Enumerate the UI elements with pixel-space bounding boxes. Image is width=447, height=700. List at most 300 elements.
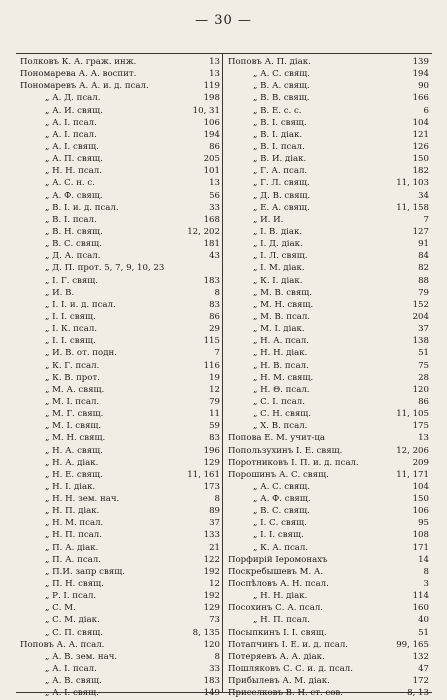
index-entry bbox=[16, 554, 222, 566]
entry-pages: 183 bbox=[203, 676, 220, 687]
entry-pages: 11, 161 bbox=[187, 469, 220, 480]
entry-pages: 120 bbox=[203, 639, 220, 650]
index-entry bbox=[16, 505, 222, 517]
entry-name: „ В. И. дiак. bbox=[253, 154, 307, 165]
index-entry bbox=[224, 214, 431, 226]
index-entry bbox=[224, 360, 431, 372]
index-entry bbox=[16, 602, 222, 614]
index-entry bbox=[16, 408, 222, 420]
index-entry bbox=[224, 651, 431, 663]
entry-pages: 56 bbox=[209, 190, 220, 201]
entry-name: „ Н. Н. псал. bbox=[45, 166, 102, 177]
index-entry bbox=[224, 639, 431, 651]
entry-pages: 8, 13 bbox=[407, 688, 429, 699]
entry-pages: 28 bbox=[418, 372, 429, 383]
index-entry bbox=[224, 614, 431, 626]
entry-name: „ М. Н. свящ. bbox=[45, 433, 106, 444]
entry-name: „ М. Н. свящ. bbox=[253, 299, 314, 310]
entry-pages: 12 bbox=[209, 384, 220, 395]
entry-pages: 129 bbox=[203, 457, 220, 468]
entry-pages: 59 bbox=[209, 421, 220, 432]
entry-name: „ Е. А. свящ. bbox=[253, 202, 310, 213]
entry-pages: 196 bbox=[203, 445, 220, 456]
entry-name: Попользухинъ I. Е. свящ. bbox=[228, 445, 343, 456]
entry-pages: 182 bbox=[412, 166, 429, 177]
entry-pages: 8, 135 bbox=[192, 627, 220, 638]
entry-name: „ К. В. прот. bbox=[45, 372, 100, 383]
entry-pages: 95 bbox=[418, 518, 429, 529]
index-entry bbox=[16, 56, 222, 68]
entry-pages: 11, 171 bbox=[396, 469, 429, 480]
entry-name: „ I. М. дiак. bbox=[253, 263, 305, 274]
entry-name: „ В. I. псал. bbox=[253, 141, 305, 152]
index-entry bbox=[224, 493, 431, 505]
index-entry bbox=[224, 469, 431, 481]
index-entry bbox=[224, 384, 431, 396]
index-entry bbox=[224, 311, 431, 323]
entry-name: „ I. Г. свящ. bbox=[45, 275, 98, 286]
index-entry bbox=[16, 372, 222, 384]
index-entry bbox=[16, 335, 222, 347]
entry-name: „ М. В. свящ. bbox=[253, 287, 313, 298]
entry-name: „ Н. Н. дiак. bbox=[253, 591, 308, 602]
entry-pages: 129 bbox=[203, 603, 220, 614]
entry-pages: 40 bbox=[418, 615, 429, 626]
index-entry bbox=[16, 542, 222, 554]
index-entry bbox=[16, 396, 222, 408]
entry-pages: 101 bbox=[203, 166, 220, 177]
entry-name: „ В. I. свящ. bbox=[253, 117, 307, 128]
index-entry bbox=[224, 92, 431, 104]
entry-pages: 127 bbox=[412, 226, 429, 237]
index-entry bbox=[224, 554, 431, 566]
index-entry bbox=[16, 190, 222, 202]
index-entry bbox=[16, 445, 222, 457]
entry-pages: 37 bbox=[418, 324, 429, 335]
index-entry bbox=[224, 202, 431, 214]
entry-pages: 11, 158 bbox=[396, 202, 429, 213]
index-entry bbox=[224, 226, 431, 238]
index-entry bbox=[16, 469, 222, 481]
entry-pages: 12, 206 bbox=[396, 445, 429, 456]
entry-name: Поповъ А. П. дiак. bbox=[228, 57, 311, 67]
entry-name: „ А. С. свящ. bbox=[253, 69, 310, 80]
entry-pages: 7 bbox=[214, 348, 220, 359]
entry-name: Прибылевъ А. М. дiак. bbox=[228, 676, 330, 687]
entry-name: „ В. Н. свящ. bbox=[45, 226, 103, 237]
entry-name: „ Н. А. псал. bbox=[253, 336, 309, 347]
entry-name: „ С. П. свящ. bbox=[45, 627, 103, 638]
entry-pages: 83 bbox=[209, 433, 220, 444]
entry-name: „ А. I. псал. bbox=[45, 129, 97, 140]
index-entry bbox=[16, 360, 222, 372]
index-entry bbox=[224, 80, 431, 92]
index-entry bbox=[16, 675, 222, 687]
index-entry bbox=[224, 68, 431, 80]
index-entry bbox=[224, 153, 431, 165]
entry-pages: 150 bbox=[412, 154, 429, 165]
entry-pages: 106 bbox=[203, 117, 220, 128]
entry-name: „ Н. Н. дiак. bbox=[253, 348, 308, 359]
entry-name: Поспѣловъ А. Н. псал. bbox=[228, 579, 329, 590]
entry-pages: 13 bbox=[209, 69, 220, 80]
entry-pages: 6 bbox=[423, 105, 429, 116]
index-entry bbox=[16, 141, 222, 153]
entry-name: „ В. С. свящ. bbox=[253, 506, 310, 517]
entry-name: „ С. Н. свящ. bbox=[253, 409, 311, 420]
index-entry bbox=[224, 372, 431, 384]
entry-name: „ А. С. свящ. bbox=[253, 481, 310, 492]
entry-pages: 149 bbox=[203, 688, 220, 699]
entry-pages: 29 bbox=[209, 324, 220, 335]
entry-pages: 194 bbox=[412, 69, 429, 80]
index-entry bbox=[16, 238, 222, 250]
entry-name: „ И. В. от. подн. bbox=[45, 348, 117, 359]
entry-name: „ Н. П. псал. bbox=[45, 530, 102, 541]
entry-name: „ I. I. свящ. bbox=[45, 311, 96, 322]
entry-name: „ И. И. bbox=[253, 214, 284, 225]
entry-name: „ П.И. запр свящ. bbox=[45, 566, 125, 577]
entry-pages: 194 bbox=[203, 129, 220, 140]
index-entry bbox=[224, 590, 431, 602]
entry-pages: 152 bbox=[412, 299, 429, 310]
entry-name: „ М. Г. свящ. bbox=[45, 409, 104, 420]
entry-pages: 138 bbox=[412, 336, 429, 347]
entry-pages: 14 bbox=[418, 554, 429, 565]
index-entry bbox=[224, 566, 431, 578]
index-entry bbox=[16, 517, 222, 529]
entry-pages: 79 bbox=[418, 287, 429, 298]
entry-name: „ Н. М. псал. bbox=[45, 518, 104, 529]
entry-pages: 33 bbox=[209, 202, 220, 213]
entry-pages: 90 bbox=[418, 81, 429, 92]
entry-name: „ I. I. свящ. bbox=[253, 530, 304, 541]
index-entry bbox=[16, 287, 222, 299]
entry-pages: 8 bbox=[214, 494, 220, 505]
index-entry bbox=[16, 651, 222, 663]
entry-pages: 34 bbox=[418, 190, 429, 201]
entry-pages: 83 bbox=[209, 299, 220, 310]
entry-pages: 108 bbox=[412, 530, 429, 541]
left-column bbox=[16, 54, 223, 699]
entry-name: „ Н. Θ. псал. bbox=[253, 384, 310, 395]
entry-pages: 12 bbox=[209, 579, 220, 590]
index-entry bbox=[16, 68, 222, 80]
index-entry bbox=[224, 408, 431, 420]
entry-pages: 171 bbox=[412, 542, 429, 553]
entry-name: „ Д. А. псал. bbox=[45, 251, 101, 262]
entry-pages: 168 bbox=[203, 214, 220, 225]
entry-name: „ А. В. свящ. bbox=[45, 676, 102, 687]
index-entry bbox=[224, 457, 431, 469]
entry-name: Пономарева А. А. воспит. bbox=[20, 69, 137, 80]
entry-name: „ I. Л. свящ. bbox=[253, 251, 308, 262]
entry-name: Поротниковъ I. П. и. д. псал. bbox=[228, 457, 359, 468]
entry-name: „ А. Ф. свящ. bbox=[45, 190, 103, 201]
index-entry bbox=[16, 347, 222, 359]
index-entry bbox=[224, 129, 431, 141]
entry-pages: 8 bbox=[423, 566, 429, 577]
page-number: — 30 — bbox=[195, 13, 252, 28]
entry-name: „ Г. Л. свящ. bbox=[253, 178, 310, 189]
entry-pages: 172 bbox=[412, 676, 429, 687]
index-entry bbox=[16, 177, 222, 189]
entry-name: „ I. Д. дiак. bbox=[253, 239, 303, 250]
entry-name: Потеряевъ А. А. дiак. bbox=[228, 651, 325, 662]
entry-pages: 126 bbox=[412, 141, 429, 152]
entry-pages: 84 bbox=[418, 251, 429, 262]
right-column bbox=[224, 54, 431, 699]
index-entry bbox=[224, 238, 431, 250]
entry-pages: 104 bbox=[412, 481, 429, 492]
entry-pages: 183 bbox=[203, 275, 220, 286]
entry-name: Потапчинъ I. Е. и. д. псал. bbox=[228, 639, 349, 650]
index-entry bbox=[224, 335, 431, 347]
index-entry bbox=[16, 250, 222, 262]
entry-name: „ А. Д. псал. bbox=[45, 93, 101, 104]
entry-name: „ А. И. свящ. bbox=[45, 105, 103, 116]
entry-name: „ А. С. н. с. bbox=[45, 178, 95, 189]
entry-name: „ А. В. зем. нач. bbox=[45, 651, 118, 662]
index-entry bbox=[224, 529, 431, 541]
entry-name: Посохинъ С. А. псал. bbox=[228, 603, 324, 614]
index-entry bbox=[16, 226, 222, 238]
index-entry bbox=[224, 105, 431, 117]
index-entry bbox=[224, 299, 431, 311]
index-entry bbox=[16, 614, 222, 626]
entry-pages: 192 bbox=[203, 591, 220, 602]
entry-pages: 205 bbox=[203, 154, 220, 165]
entry-pages: 86 bbox=[209, 311, 220, 322]
entry-pages: 209 bbox=[412, 457, 429, 468]
index-entry bbox=[16, 457, 222, 469]
index-entry bbox=[224, 347, 431, 359]
index-entry bbox=[224, 578, 431, 590]
index-entry bbox=[16, 639, 222, 651]
entry-pages: 120 bbox=[412, 384, 429, 395]
entry-pages: 8 bbox=[214, 651, 220, 662]
entry-pages: 192 bbox=[203, 566, 220, 577]
index-entry bbox=[16, 566, 222, 578]
entry-name: „ П. А. псал. bbox=[45, 554, 101, 565]
entry-name: „ М. В. псал. bbox=[253, 311, 311, 322]
entry-name: „ I. I. и. д. псал. bbox=[45, 299, 116, 310]
entry-name: „ В. I. дiак. bbox=[253, 129, 303, 140]
index-entry bbox=[16, 299, 222, 311]
entry-pages: 12, 202 bbox=[187, 226, 220, 237]
entry-pages: 86 bbox=[209, 141, 220, 152]
entry-name: „ В. I. и. д. псал. bbox=[45, 202, 119, 213]
entry-pages: 21 bbox=[209, 542, 220, 553]
entry-name: Пономаревъ А. А. и. д. псал. bbox=[20, 81, 149, 92]
index-entry bbox=[16, 105, 222, 117]
entry-name: „ Н. П. псал. bbox=[253, 615, 310, 626]
entry-name: Поскребышевъ М. А. bbox=[228, 566, 324, 577]
entry-pages: 106 bbox=[412, 506, 429, 517]
entry-pages: 133 bbox=[203, 530, 220, 541]
index-entry bbox=[16, 663, 222, 675]
entry-name: „ Д. В. свящ. bbox=[253, 190, 311, 201]
index-entry bbox=[224, 190, 431, 202]
entry-name: „ И. В. bbox=[45, 287, 75, 298]
entry-pages: 132 bbox=[412, 651, 429, 662]
index-entry bbox=[16, 214, 222, 226]
index-entry bbox=[16, 202, 222, 214]
entry-name: „ П. Н. свящ. bbox=[45, 579, 104, 590]
entry-name: „ Н. А. дiак. bbox=[45, 457, 99, 468]
index-entry bbox=[16, 153, 222, 165]
entry-name: „ К. Г. псал. bbox=[45, 360, 100, 371]
index-entry bbox=[16, 578, 222, 590]
index-entry bbox=[16, 529, 222, 541]
entry-name: Порфирiй Iеромонахъ bbox=[228, 554, 328, 565]
entry-pages: 43 bbox=[209, 251, 220, 262]
index-entry bbox=[224, 117, 431, 129]
index-entry bbox=[16, 165, 222, 177]
entry-pages: 114 bbox=[412, 591, 429, 602]
index-entry bbox=[224, 432, 431, 444]
index-entry bbox=[16, 432, 222, 444]
entry-name: Порошинъ А. С. свящ. bbox=[228, 469, 329, 480]
entry-name: Посыпкинъ I. I. свящ. bbox=[228, 627, 327, 638]
entry-name: Поповъ А. А. псал. bbox=[20, 639, 105, 650]
entry-name: „ Н. Н. зем. нач. bbox=[45, 494, 120, 505]
index-entry bbox=[224, 445, 431, 457]
entry-name: „ Н. Е. свящ. bbox=[45, 469, 103, 480]
index-entry bbox=[224, 323, 431, 335]
index-entry bbox=[16, 262, 222, 274]
index-entry bbox=[16, 275, 222, 287]
entry-name: „ В. В. свящ. bbox=[253, 93, 310, 104]
entry-name: „ К. А. псал. bbox=[253, 542, 309, 553]
index-entry bbox=[16, 481, 222, 493]
entry-name: „ Г. А. псал. bbox=[253, 166, 308, 177]
entry-pages: 166 bbox=[412, 93, 429, 104]
entry-name: „ Н. П. дiак. bbox=[45, 506, 100, 517]
entry-pages: 150 bbox=[412, 494, 429, 505]
index-entry bbox=[16, 590, 222, 602]
entry-name: „ Н. I. дiак. bbox=[45, 481, 96, 492]
entry-name: „ К. I. дiак. bbox=[253, 275, 303, 286]
index-entry bbox=[224, 687, 431, 699]
entry-name: „ В. С. свящ. bbox=[45, 239, 102, 250]
entry-name: „ В. Е. с. с. bbox=[253, 105, 302, 116]
index-entry bbox=[224, 56, 431, 68]
index-table bbox=[16, 53, 432, 699]
entry-name: Пошляковъ С. С. и. д. псал. bbox=[228, 664, 353, 675]
entry-pages: 116 bbox=[203, 360, 220, 371]
entry-name: „ М. I. свящ. bbox=[45, 421, 102, 432]
entry-pages: 11, 105 bbox=[396, 409, 429, 420]
entry-pages: 89 bbox=[209, 506, 220, 517]
entry-pages: 79 bbox=[209, 396, 220, 407]
entry-pages: 51 bbox=[418, 348, 429, 359]
entry-pages: 13 bbox=[418, 433, 429, 444]
index-entry bbox=[224, 481, 431, 493]
entry-pages: 181 bbox=[203, 239, 220, 250]
index-entry bbox=[16, 384, 222, 396]
entry-pages: 10, 31 bbox=[192, 105, 220, 116]
entry-pages: 11, 103 bbox=[396, 178, 429, 189]
entry-pages: 119 bbox=[203, 81, 220, 92]
entry-name: „ А. П. свящ. bbox=[45, 154, 103, 165]
entry-name: Попова Е. М. учит-ца bbox=[228, 433, 326, 444]
entry-name: „ С. I. псал. bbox=[253, 396, 305, 407]
index-entry bbox=[224, 287, 431, 299]
index-entry bbox=[16, 117, 222, 129]
index-entry bbox=[224, 517, 431, 529]
index-entry bbox=[224, 275, 431, 287]
entry-name: „ А. Ф. свящ. bbox=[253, 494, 311, 505]
entry-pages: 51 bbox=[418, 627, 429, 638]
entry-pages: 104 bbox=[412, 117, 429, 128]
entry-name: „ Х. В. псал. bbox=[253, 421, 308, 432]
entry-pages: 115 bbox=[203, 336, 220, 347]
index-entry bbox=[224, 262, 431, 274]
entry-name: „ А. I. псал. bbox=[45, 664, 97, 675]
entry-name: „ С. М. дiак. bbox=[45, 615, 100, 626]
entry-pages: 91 bbox=[418, 239, 429, 250]
entry-name: „ Р. I. псал. bbox=[45, 591, 97, 602]
entry-pages: 82 bbox=[418, 263, 429, 274]
entry-name: „ I. I. свящ. bbox=[45, 336, 96, 347]
entry-pages: 198 bbox=[203, 93, 220, 104]
index-entry bbox=[224, 675, 431, 687]
entry-name: „ М. А. свящ. bbox=[45, 384, 105, 395]
entry-pages: 73 bbox=[209, 615, 220, 626]
entry-name: „ Д. П. прот. 5, 7, 9, 10, 23 bbox=[45, 263, 165, 274]
entry-pages: 13 bbox=[209, 178, 220, 189]
entry-name: „ I. В. дiак. bbox=[253, 226, 303, 237]
entry-name: „ В. I. псал. bbox=[45, 214, 97, 225]
index-entry bbox=[224, 165, 431, 177]
entry-pages: 11 bbox=[209, 409, 220, 420]
index-entry bbox=[224, 250, 431, 262]
index-entry bbox=[224, 602, 431, 614]
entry-pages: 13 bbox=[209, 57, 220, 67]
index-entry bbox=[16, 92, 222, 104]
entry-name: „ А. I. свящ. bbox=[45, 688, 99, 699]
index-entry bbox=[224, 627, 431, 639]
entry-name: „ В. А. свящ. bbox=[253, 81, 310, 92]
index-entry bbox=[224, 141, 431, 153]
entry-pages: 122 bbox=[203, 554, 220, 565]
entry-pages: 86 bbox=[418, 396, 429, 407]
index-entry bbox=[224, 542, 431, 554]
entry-pages: 139 bbox=[412, 57, 429, 67]
entry-name: Приселковъ В. Н. ст. сов. bbox=[228, 688, 343, 699]
entry-pages: 33 bbox=[209, 664, 220, 675]
entry-pages: 175 bbox=[412, 421, 429, 432]
entry-name: „ Н. В. псал. bbox=[253, 360, 309, 371]
entry-name: „ Н. М. свящ. bbox=[253, 372, 314, 383]
entry-name: „ М. I. дiак. bbox=[253, 324, 305, 335]
index-entry bbox=[224, 420, 431, 432]
index-entry bbox=[16, 420, 222, 432]
entry-pages: 88 bbox=[418, 275, 429, 286]
entry-pages: 37 bbox=[209, 518, 220, 529]
entry-pages: 7 bbox=[423, 214, 429, 225]
entry-pages: 19 bbox=[209, 372, 220, 383]
entry-name: „ А. I. псал. bbox=[45, 117, 97, 128]
entry-name: „ П. А. дiак. bbox=[45, 542, 99, 553]
entry-name: „ М. I. псал. bbox=[45, 396, 100, 407]
index-entry bbox=[16, 323, 222, 335]
entry-name: „ С. М. bbox=[45, 603, 76, 614]
entry-pages: 47 bbox=[418, 664, 429, 675]
entry-pages: 121 bbox=[412, 129, 429, 140]
index-entry bbox=[16, 80, 222, 92]
